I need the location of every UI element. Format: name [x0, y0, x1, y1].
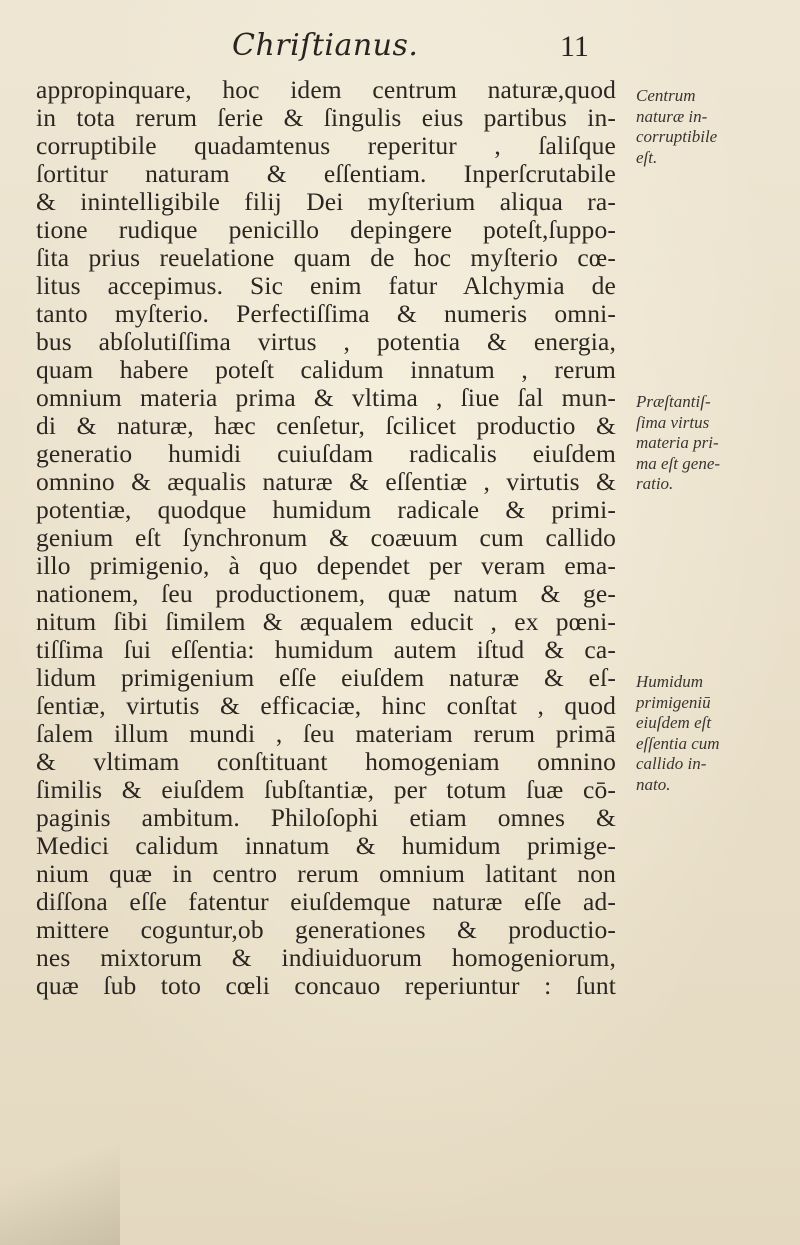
marginal-note-line: ratio.	[636, 474, 674, 493]
marginal-note-line: eiuſdem eſt	[636, 713, 712, 732]
marginal-note-praestantissima	[636, 392, 786, 495]
text-line: ſimilis & eiuſdem ſubſtantiæ, per totum ſuæ cō-	[36, 775, 616, 804]
text-line: paginis ambitum. Philoſophi etiam omnes &	[36, 803, 616, 832]
text-line: & vltimam conſtituant homogeniam omnino	[36, 747, 616, 776]
page-header	[0, 28, 800, 78]
text-line: appropinquare, hoc idem centrum naturæ,quod	[36, 75, 616, 104]
text-line: genium eſt ſynchronum & coæuum cum callido	[36, 523, 616, 552]
marginal-note-line: eſt.	[636, 147, 658, 167]
text-line: tiſſima ſui eſſentia: humidum autem iſtud & ca-	[36, 635, 616, 664]
text-line: Medici calidum innatum & humidum primige-	[36, 831, 616, 860]
main-text-column	[36, 76, 616, 1000]
marginal-note-line: naturæ in-	[636, 106, 708, 126]
marginal-note-line: callido in-	[636, 754, 707, 773]
marginal-note-line: eſſentia cum	[636, 733, 720, 753]
text-line: di & naturæ, hæc cenſetur, ſcilicet productio &	[36, 411, 616, 440]
text-line: nationem, ſeu productionem, quæ natum & ge-	[36, 579, 616, 608]
text-line: lidum primigenium eſſe eiuſdem naturæ & eſ-	[36, 663, 616, 692]
text-line: litus accepimus. Sic enim fatur Alchymia de	[36, 271, 616, 300]
text-line: nium quæ in centro rerum omnium latitant non	[36, 859, 616, 888]
marginal-note-line: Humidum	[636, 672, 704, 691]
page-corner-shadow	[0, 1140, 120, 1245]
text-line: illo primigenio, à quo dependet per veram ema-	[36, 551, 616, 580]
page-number: 11	[560, 30, 589, 63]
text-line: nes mixtorum & indiuiduorum homogeniorum,	[36, 943, 616, 972]
marginal-note-line: corruptibile	[636, 127, 718, 146]
marginal-note-line: nato.	[636, 774, 671, 794]
text-line: quam habere poteſt calidum innatum , rerum	[36, 355, 616, 384]
text-line: bus abſolutiſſima virtus , potentia & energia,	[36, 327, 616, 356]
text-line: in tota rerum ſerie & ſingulis eius partibus in-	[36, 103, 616, 132]
marginal-note-line: primigeniū	[636, 692, 711, 712]
marginal-note-humidum	[636, 672, 786, 795]
text-line: generatio humidi cuiuſdam radicalis eiuſdem	[36, 439, 616, 468]
marginal-note-line: ma eſt gene-	[636, 453, 721, 473]
marginal-note-line: ſima virtus	[636, 412, 710, 432]
text-line: ſalem illum mundi , ſeu materiam rerum primā	[36, 719, 616, 748]
text-line: tione rudique penicillo depingere poteſt,ſuppo-	[36, 215, 616, 244]
text-line: omnino & æqualis naturæ & eſſentiæ , virtutis &	[36, 467, 616, 496]
marginal-note-line: Præſtantiſ-	[636, 392, 711, 411]
text-line: quæ ſub toto cœli concauo reperiuntur : ſunt	[36, 971, 616, 1000]
text-line: nitum ſibi ſimilem & æqualem educit , ex pœni-	[36, 607, 616, 636]
marginal-note-line: Centrum	[636, 86, 696, 105]
text-line: omnium materia prima & vltima , ſiue ſal mun-	[36, 383, 616, 412]
marginal-note-centrum	[636, 86, 786, 168]
text-line: ſentiæ, virtutis & efficaciæ, hinc conſtat , quod	[36, 691, 616, 720]
text-line: ſita prius reuelatione quam de hoc myſterio cœ-	[36, 243, 616, 272]
text-line: mittere coguntur,ob generationes & productio-	[36, 915, 616, 944]
text-line: potentiæ, quodque humidum radicale & primi-	[36, 495, 616, 524]
text-line: ſortitur naturam & eſſentiam. Inperſcrutabile	[36, 159, 616, 188]
running-head: Chriſtianus.	[232, 28, 419, 63]
text-line: tanto myſterio. Perfectiſſima & numeris omni-	[36, 299, 616, 328]
text-line: diſſona eſſe fatentur eiuſdemque naturæ eſſe ad-	[36, 887, 616, 916]
text-line: corruptibile quadamtenus reperitur , ſaliſque	[36, 131, 616, 160]
text-line: & inintelligibile filij Dei myſterium aliqua ra-	[36, 187, 616, 216]
marginal-note-line: materia pri-	[636, 433, 719, 452]
